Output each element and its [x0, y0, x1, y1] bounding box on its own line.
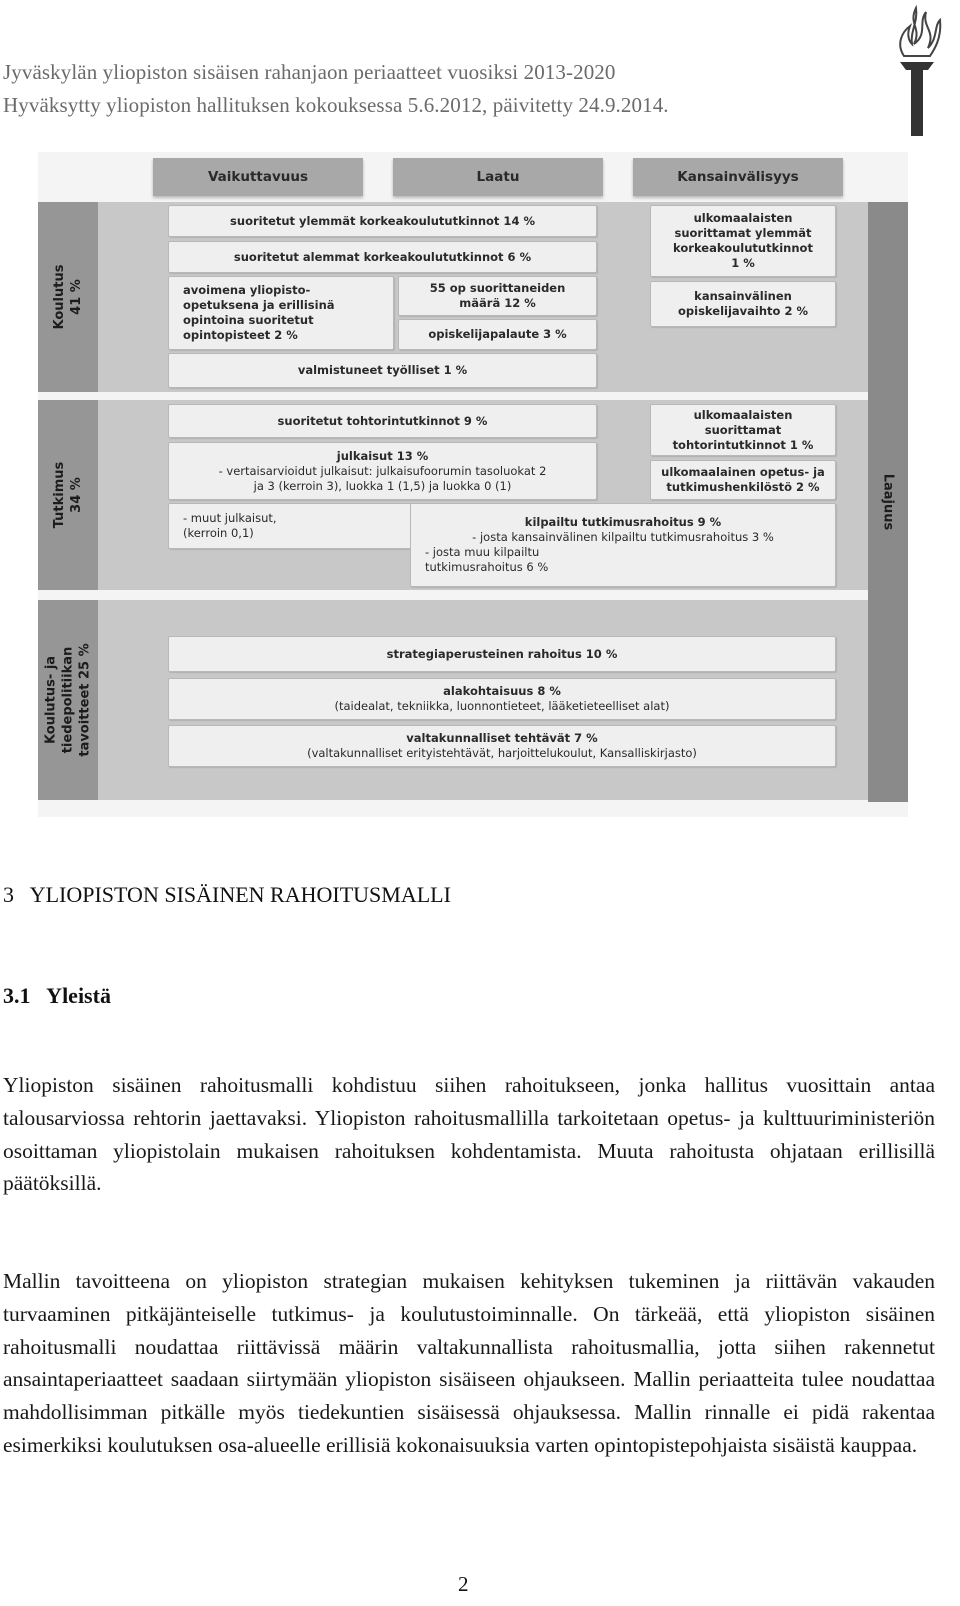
box-alakohtaisuus: [168, 678, 836, 720]
box-ylemmat-tutkinnot: suoritetut ylemmät korkeakoulututkinnot 14 %: [168, 205, 597, 237]
laajuus-label: Laajuus: [880, 473, 896, 531]
box-kilpailtu-rahoitus: [410, 503, 836, 587]
column-kansainvalisyys: Kansainvälisyys: [633, 158, 843, 196]
section-heading: 3 YLIOPISTON SISÄINEN RAHOITUSMALLI: [3, 882, 451, 907]
row-politiikka: [38, 600, 98, 800]
paragraph-1: Yliopiston sisäinen rahoitusmalli kohdistuu siihen rahoitukseen, jonka hallitus vuosittain antaa talousarviossa rehtorin jaettavaksi. Yliopiston rahoitusmallilla tarkoitetaan opetus- ja kulttuuriministeriön osoittaman yliopistolain mukaisen rahoituksen kohdentamista. Muuta rahoitusta ohjataan erillisillä päätöksillä.: [3, 1073, 935, 1196]
box-opiskelijapalaute: opiskelijapalaute 3 %: [398, 319, 597, 350]
column-vaikuttavuus: Vaikuttavuus: [153, 158, 363, 196]
kilpailtu-sub1: - josta kansainvälinen kilpailtu tutkimusrahoitus 3 %: [472, 530, 774, 544]
row-tutkimus: [38, 400, 98, 590]
funding-model-diagram: [38, 152, 908, 817]
box-tohtorintutkinnot: suoritetut tohtorintutkinnot 9 %: [168, 404, 597, 438]
valtakunnalliset-title: valtakunnalliset tehtävät 7 %: [406, 731, 598, 745]
julkaisut-title: julkaisut 13 %: [336, 448, 429, 463]
box-ulkomaalaiset-tohtori: ulkomaalaisten suorittamat tohtorintutkinnot 1 %: [650, 404, 836, 456]
alakohtaisuus-sub: (taidealat, tekniikka, luonnontieteet, lääketieteelliset alat): [334, 699, 670, 713]
kilpailtu-sub2: - josta muu kilpailtu tutkimusrahoitus 6 %: [425, 545, 549, 574]
row-koulutus: [38, 202, 98, 392]
laajuus-sidebar: [868, 202, 908, 802]
box-ulkomaalainen-henkilosto: ulkomaalainen opetus- ja tutkimushenkilöstö 2 %: [650, 460, 836, 500]
box-muut-julkaisut: - muut julkaisut, (kerroin 0,1): [168, 503, 420, 549]
row-politiikka-label: Koulutus- ja tiedepolitiikan tavoitteet 25 %: [43, 643, 93, 757]
julkaisut-detail: - vertaisarvioidut julkaisut: julkaisufoorumin tasoluokat 2 ja 3 (kerroin 3), luokka 1 (1,5) ja luokka 0 (1): [218, 463, 547, 493]
box-avoin-opintopisteet: avoimena yliopisto- opetuksena ja erillisinä opintoina suoritetut opintopisteet 2 %: [168, 276, 394, 350]
box-55op: 55 op suorittaneiden määrä 12 %: [398, 276, 597, 316]
paragraph-2: Mallin tavoitteena on yliopiston strategian mukaisen kehityksen tukeminen ja riittävän vakauden turvaaminen pitkäjänteiselle tutkimus- ja koulutustoiminnalle. On tärkeää, että yliopiston sisäinen rahoitusmalli noudattaa riittävissä määrin valtakunnallista rahoitusmallia, jotta siihen rakennetut ansaintaperiaatteet saadaan siirtymään yliopiston sisäiseen ohjaukseen. Mallin periaatteita tulee noudattaa mahdollisimman pitkälle myös tiedekuntien sisäisessä ohjauksessa. Mallin rinnalle ei pidä rakentaa esimerkiksi koulutuksen osa-alueelle erillisiä kokonaisuuksia varten opintopistepohjaista sisäistä kauppaa.: [3, 1269, 935, 1457]
row-tutkimus-label: Tutkimus 34 %: [52, 461, 84, 529]
header-title: Jyväskylän yliopiston sisäisen rahanjaon periaatteet vuosiksi 2013-2020: [3, 60, 616, 84]
column-laatu: Laatu: [393, 158, 603, 196]
kilpailtu-title: kilpailtu tutkimusrahoitus 9 %: [524, 515, 722, 529]
box-julkaisut: [168, 442, 597, 500]
box-valtakunnalliset: [168, 725, 836, 767]
box-strategiaperusteinen: strategiaperusteinen rahoitus 10 %: [168, 636, 836, 672]
page-number: 2: [458, 1572, 469, 1596]
box-ulkomaalaiset-ylemmat: ulkomaalaisten suorittamat ylemmät korkeakoulututkinnot 1 %: [650, 205, 836, 277]
valtakunnalliset-sub: (valtakunnalliset erityistehtävät, harjoittelukoulut, Kansalliskirjasto): [307, 746, 697, 760]
box-alemmat-tutkinnot: suoritetut alemmat korkeakoulututkinnot 6 %: [168, 241, 597, 273]
alakohtaisuus-title: alakohtaisuus 8 %: [443, 684, 561, 698]
torch-logo-icon: [888, 4, 946, 138]
header-subtitle: Hyväksytty yliopiston hallituksen kokouksessa 5.6.2012, päivitetty 24.9.2014.: [3, 93, 669, 117]
subsection-heading: 3.1 Yleistä: [3, 983, 111, 1008]
box-opiskelijavaihto: kansainvälinen opiskelijavaihto 2 %: [650, 281, 836, 327]
box-tyolliset: valmistuneet työlliset 1 %: [168, 353, 597, 388]
row-koulutus-label: Koulutus 41 %: [52, 264, 84, 330]
